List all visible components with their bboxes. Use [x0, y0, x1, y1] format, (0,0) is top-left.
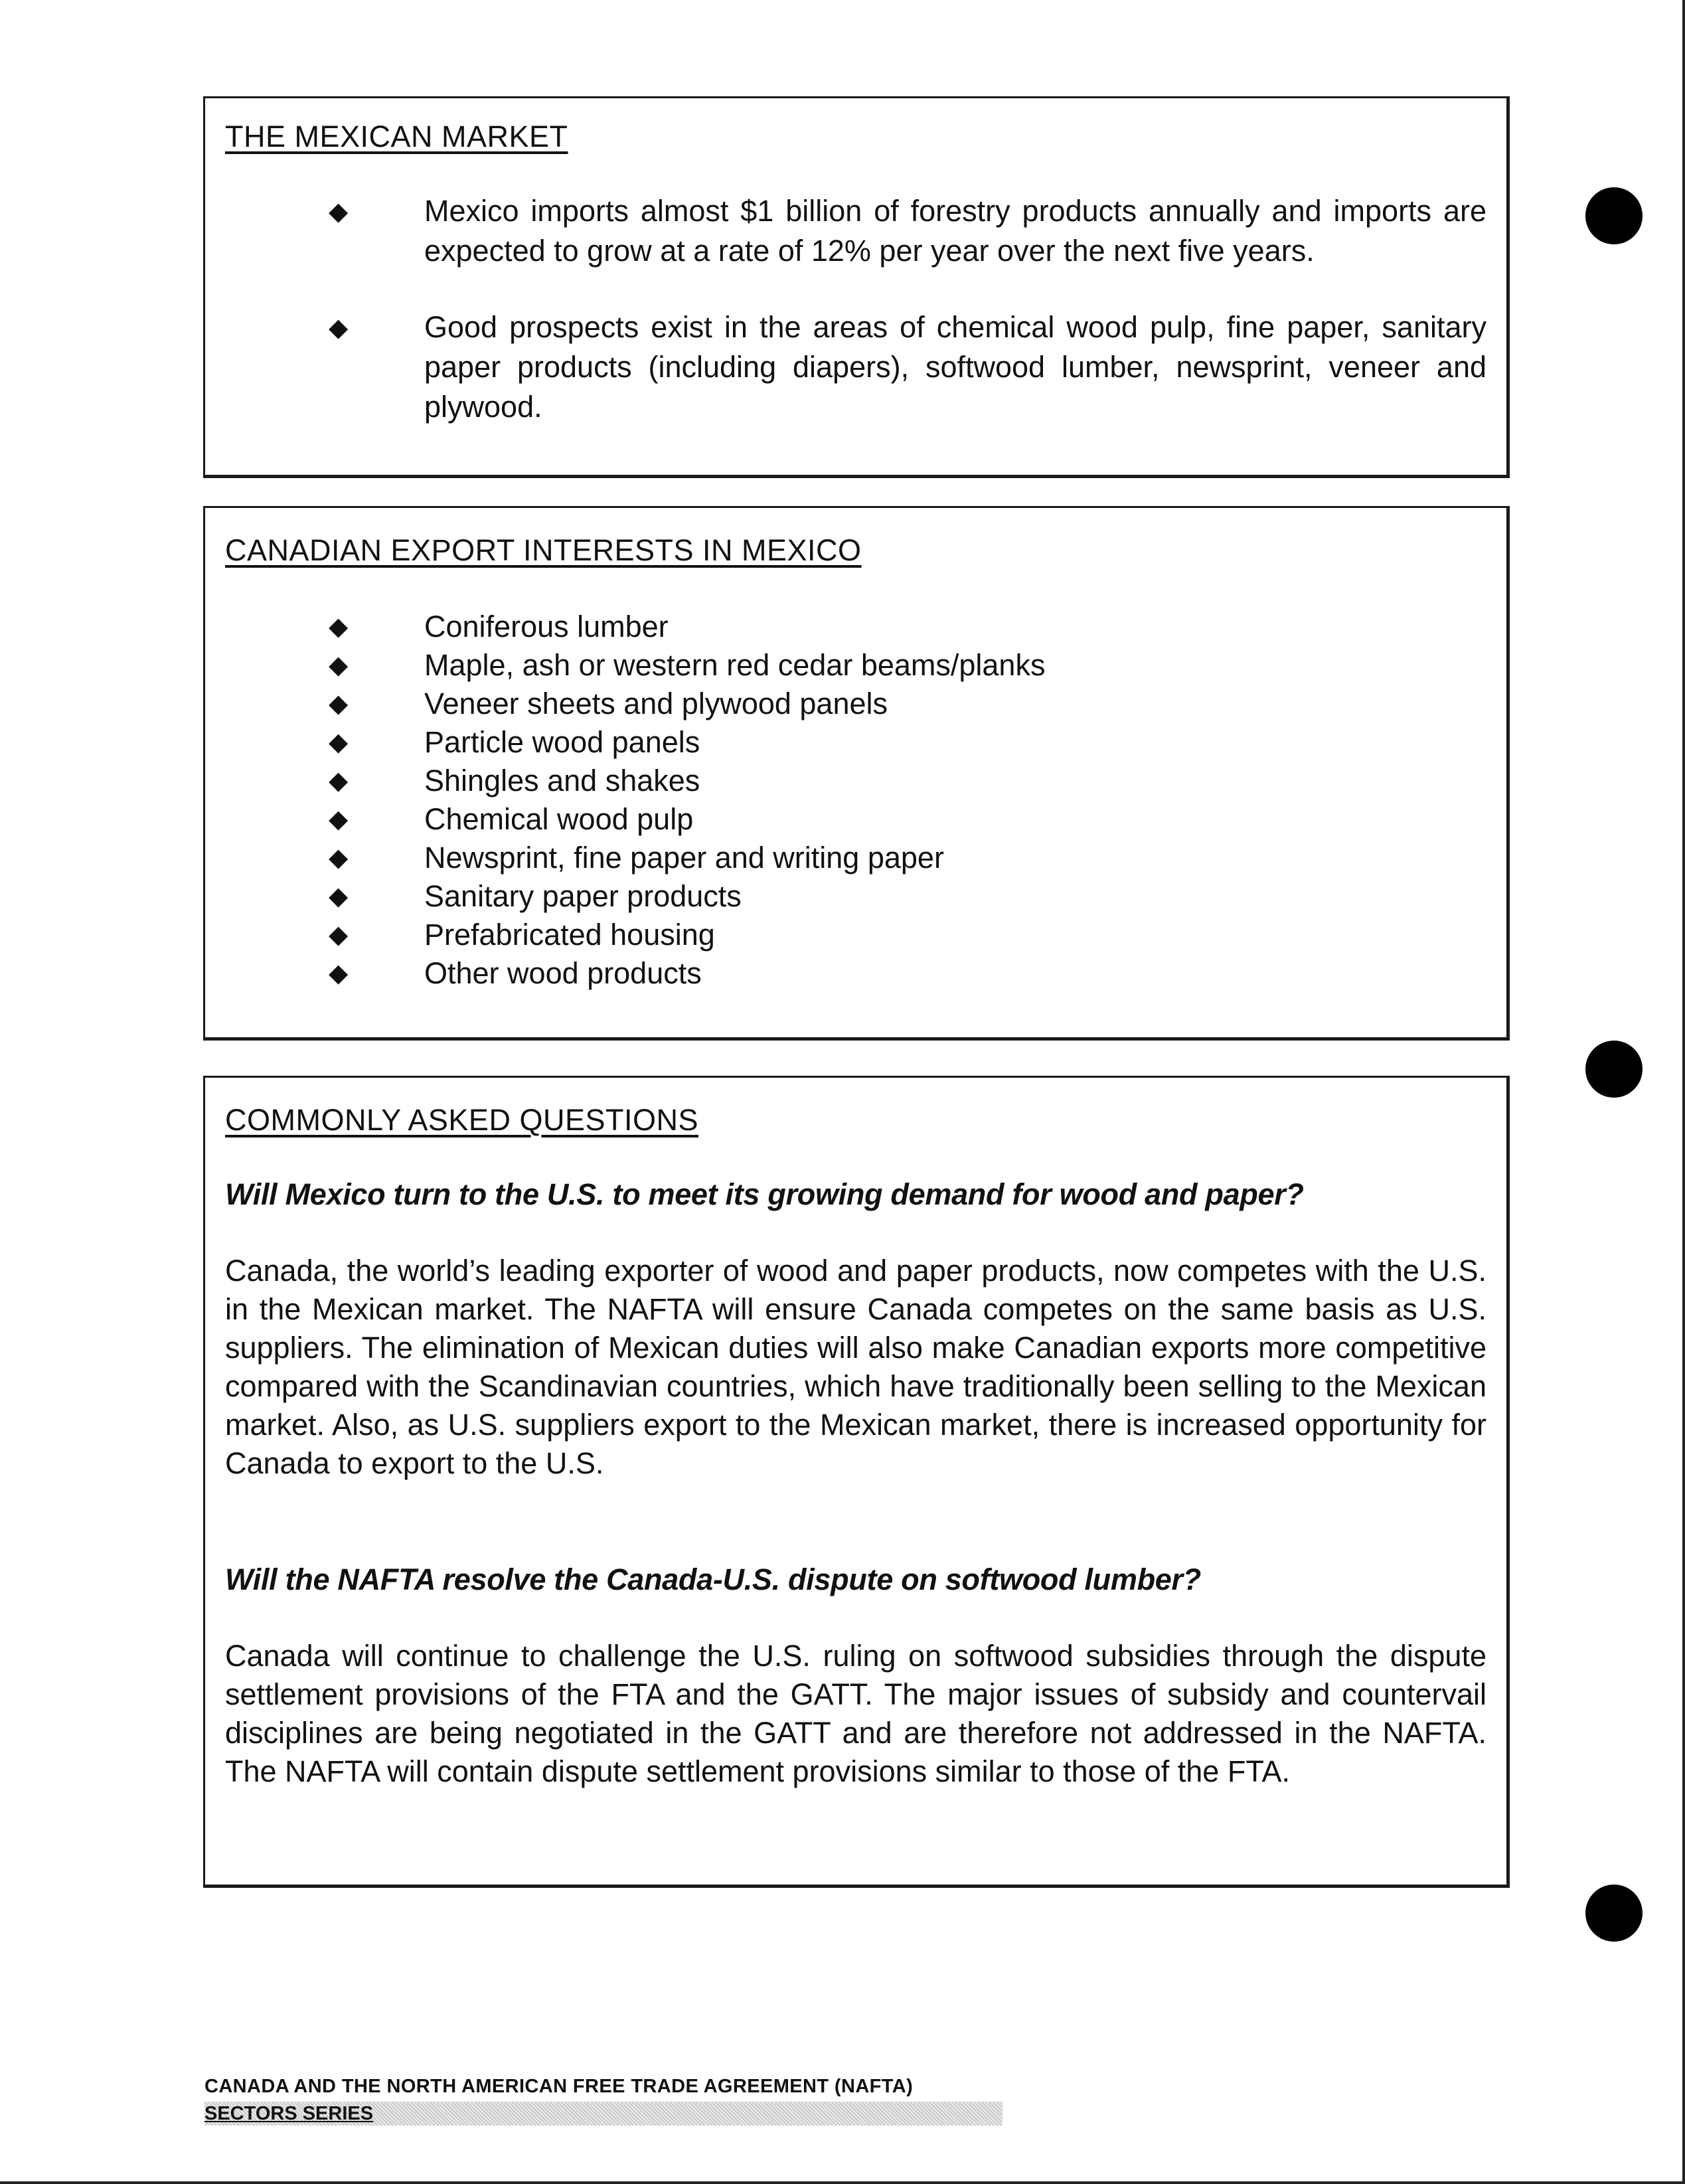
item-text: Shingles and shakes [424, 764, 700, 798]
bullet-text: Good prospects exist in the areas of chemical wood pulp, fine paper, sanitary paper products (including diapers), softwood lumber, newsprint, veneer and plywood. [424, 310, 1486, 424]
item-text: Sanitary paper products [424, 879, 742, 913]
list-item [205, 916, 1506, 954]
list-item [205, 307, 1506, 424]
diamond-bullet-icon: ◆ [329, 690, 349, 718]
diamond-bullet-icon: ◆ [329, 882, 349, 910]
faq-box [203, 1076, 1510, 1888]
list-item [205, 839, 1506, 877]
bullet-text: Mexico imports almost $1 billion of forestry products annually and imports are expected to grow at a rate of 12% per year over the next five years. [424, 194, 1486, 268]
faq-question-1 [225, 1177, 1486, 1212]
list-item [205, 762, 1506, 800]
export-interests-title: CANADIAN EXPORT INTERESTS IN MEXICO [225, 533, 862, 567]
export-interests-box [203, 506, 1510, 1041]
footer [204, 2076, 1003, 2126]
diamond-bullet-icon: ◆ [329, 960, 349, 987]
item-text: Maple, ash or western red cedar beams/planks [424, 648, 1046, 682]
item-text: Chemical wood pulp [424, 802, 694, 836]
question-text: Will Mexico turn to the U.S. to meet its growing demand for wood and paper? [225, 1177, 1304, 1211]
diamond-bullet-icon: ◆ [329, 844, 349, 872]
diamond-bullet-icon: ◆ [329, 767, 349, 795]
faq-answer-1 [225, 1252, 1486, 1483]
diamond-bullet-icon: ◆ [329, 728, 349, 756]
mexican-market-title: THE MEXICAN MARKET [225, 120, 568, 153]
answer-text: Canada, the world’s leading exporter of wood and paper products, now competes with the U.S. in the Mexican market. The NAFTA will ensure Canada competes on the same basis as U.S. suppliers. The elimination of Mexican duties will also make Canadian exports more competitive compared with the Scandinavian countries, which have traditionally been selling to the Mexican market. Also, as U.S. suppliers export to the Mexican market, there is increased opportunity for Canada to export to the U.S. [225, 1254, 1486, 1480]
list-item [205, 685, 1506, 723]
diamond-bullet-icon: ◆ [329, 651, 349, 679]
list-item [205, 646, 1506, 685]
diamond-bullet-icon: ◆ [329, 314, 349, 342]
item-text: Particle wood panels [424, 725, 700, 759]
item-text: Prefabricated housing [424, 918, 715, 952]
list-item [205, 800, 1506, 839]
faq-answer-2 [225, 1637, 1486, 1791]
item-text: Veneer sheets and plywood panels [424, 687, 888, 720]
list-item [205, 877, 1506, 916]
mexican-market-box [203, 96, 1510, 478]
item-text: Newsprint, fine paper and writing paper [424, 841, 944, 875]
list-item [205, 723, 1506, 762]
mexican-market-bullets [205, 191, 1506, 424]
diamond-bullet-icon: ◆ [329, 613, 349, 641]
export-interests-list [205, 608, 1506, 993]
list-item [205, 954, 1506, 993]
faq-question-2 [225, 1562, 1486, 1597]
question-text: Will the NAFTA resolve the Canada-U.S. dispute on softwood lumber? [225, 1562, 1201, 1596]
item-text: Other wood products [424, 956, 702, 990]
list-item [205, 608, 1506, 646]
diamond-bullet-icon: ◆ [329, 198, 349, 226]
item-text: Coniferous lumber [424, 610, 669, 643]
list-item [205, 191, 1506, 307]
faq-title: COMMONLY ASKED QUESTIONS [225, 1103, 698, 1137]
punch-hole-icon [1585, 187, 1643, 244]
diamond-bullet-icon: ◆ [329, 805, 349, 833]
punch-hole-icon [1585, 1041, 1643, 1098]
footer-series-label: SECTORS SERIES [204, 2102, 1003, 2126]
diamond-bullet-icon: ◆ [329, 921, 349, 949]
answer-text: Canada will continue to challenge the U.S. ruling on softwood subsidies through the dispute settlement provisions of the FTA and the GATT. The major issues of subsidy and countervail disciplines are being negotiated in the GATT and are therefore not addressed in the NAFTA. The NAFTA will contain dispute settlement provisions similar to those of the FTA. [225, 1639, 1486, 1788]
footer-series-title: CANADA AND THE NORTH AMERICAN FREE TRADE AGREEMENT (NAFTA) [204, 2076, 914, 2097]
punch-hole-icon [1585, 1885, 1643, 1942]
